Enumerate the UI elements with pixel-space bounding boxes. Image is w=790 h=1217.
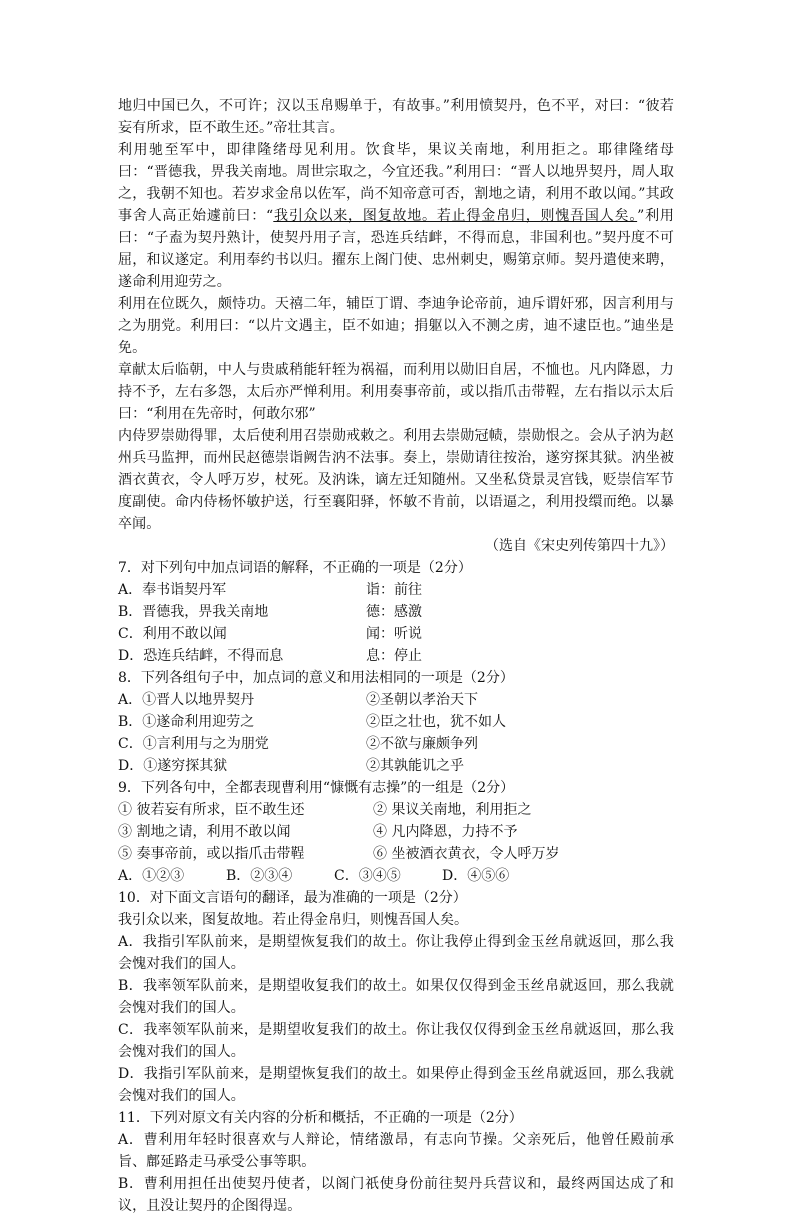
item-sentence: ④ 凡内降恩，力持不予 (373, 824, 518, 840)
option-sentence-1: C．①言利用与之为朋党 (118, 736, 269, 752)
question-10-option-c: C．我率领军队前来，是期望收复我们的故土。你让我仅仅得到金玉丝帛就返回，那么我会愧对我们的国人。 (118, 1022, 674, 1060)
question-9-item-row (118, 799, 674, 821)
item-sentence: ⑥ 坐被酒衣黄衣，令人呼万岁 (373, 846, 560, 862)
option-sentence-1: A．①晋人以地畀契丹 (118, 692, 255, 708)
question-8-stem: 8．下列各组句子中，加点词的意义和用法相同的一项是（2分） (118, 670, 514, 686)
option-sentence-2: ②臣之壮也，犹不如人 (366, 714, 506, 730)
passage-paragraph-3: 利用在位既久，颇恃功。天禧二年，辅臣丁谓、李迪争论帝前，迪斥谓奸邪，因言利用与之为朋党。利用曰：“以片文遇主，臣不如迪；捐躯以入不测之虏，迪不逮臣也。”迪坐是免。 (118, 296, 674, 356)
passage-paragraph-2 (118, 139, 674, 293)
question-7-stem: 7．对下列句中加点词语的解释，不正确的一项是（2分） (118, 560, 472, 576)
passage-paragraph-4: 章献太后临朝，中人与贵戚稍能轩轾为祸福，而利用以勋旧自居，不恤也。凡内降恩，力持不予，左右多怨，太后亦严惮利用。利用奏事帝前，或以指爪击带鞓，左右指以示太后曰：“利用在先帝时，何敢尔邪” (118, 362, 674, 422)
option-sentence-1: B．①遂命利用迎劳之 (118, 714, 255, 730)
item-sentence: ⑤ 奏事帝前，或以指爪击带鞓 (118, 846, 305, 862)
question-10-option-a: A．我指引军队前来，是期望恢复我们的故土。你让我停止得到金玉丝帛就返回，那么我会愧对我们的国人。 (118, 934, 674, 972)
underlined-sentence: 我引众以来，图复故地。若止得金帛归，则愧吾国人矣。 (273, 208, 638, 224)
question-10-sentence: 我引众以来，图复故地。若止得金帛归，则愧吾国人矣。 (118, 912, 468, 928)
choice-d: D．④⑤⑥ (442, 868, 510, 884)
question-9-item-row (118, 843, 674, 865)
question-7-option (118, 645, 674, 667)
question-10-option-b: B．我率领军队前来，是期望收复我们的故土。如果仅仅得到金玉丝帛就返回，那么我就会愧对我们的国人。 (118, 978, 674, 1016)
option-text: D．恐连兵结衅，不得而息 (118, 648, 284, 664)
choice-a: A．①②③ (118, 868, 185, 884)
question-8-option (118, 689, 674, 711)
option-sentence-2: ②不欲与廉颇争列 (366, 736, 478, 752)
item-sentence: ② 果议关南地，利用拒之 (373, 802, 532, 818)
item-sentence: ③ 割地之请，利用不敢以闻 (118, 824, 291, 840)
choice-c: C．③④⑤ (334, 868, 401, 884)
option-sentence-2: ②其孰能讥之乎 (366, 758, 464, 774)
question-8-option (118, 711, 674, 733)
question-9-stem: 9．下列各句中，全都表现曹利用“慷慨有志操”的一组是（2分） (118, 780, 515, 796)
question-8-option (118, 733, 674, 755)
question-11-option-a: A．曹利用年轻时很喜欢与人辩论，情绪激昂，有志向节操。父亲死后，他曾任殿前承旨、鄜延路走马承受公事等职。 (118, 1132, 674, 1170)
question-9-item-row (118, 821, 674, 843)
question-10-stem: 10．对下面文言语句的翻译，最为准确的一项是（2分） (118, 890, 467, 906)
question-7-option (118, 601, 674, 623)
question-8-option (118, 755, 674, 777)
question-10-option-d: D．我指引军队前来，是期望恢复我们的故土。如果停止得到金玉丝帛就返回，那么我就会愧对我们的国人。 (118, 1066, 674, 1104)
passage-text: 利用驰至军中，即律隆绪母见利用。饮食毕，果议关南地，利用拒之。耶律隆绪母曰：“晋德我，畀我关南地。周世宗取之，今宜还我。”利用曰：“晋人以地畀契丹，周人取之，我朝不知也。若岁求金帛以佐军，尚不知帝意可否，割地之请，利用不敢以闻。”其政事舍人高正始遽前曰：“ (118, 142, 674, 224)
source-citation: （选自《宋史列传第四十九》） (485, 538, 674, 554)
option-sentence-2: ②圣朝以孝治天下 (366, 692, 478, 708)
question-11-option-b: B．曹利用担任出使契丹使者，以阁门祇使身份前往契丹兵营议和，最终两国达成了和议，且没让契丹的企图得逞。 (118, 1176, 674, 1214)
passage-text: ”利用曰：“子盍为契丹熟计，使契丹用子言，恐连兵结衅，不得而息，非国利也。”契丹度不可屈，和议遂定。利用奉约书以归。擢东上阁门使、忠州刺史，赐第京师。契丹遣使来聘，遂命利用迎劳之。 (118, 208, 674, 290)
option-gloss: 诣：前往 (366, 582, 422, 598)
passage-paragraph-5: 内侍罗崇勋得罪，太后使利用召崇勋戒敕之。利用去崇勋冠帻，崇勋恨之。会从子汭为赵州兵马监押，而州民赵德崇诣阙告汭不法事。奏上，崇勋请往按治，遂穷探其狱。汭坐被酒衣黄衣，令人呼万岁，杖死。及汭诛，谪左迁知随州。又坐私贷景灵宫钱，贬崇信军节度副使。命内侍杨怀敏护送，行至襄阳驿，怀敏不肯前，以语逼之，利用投缳而绝。以暴卒闻。 (118, 428, 674, 532)
option-sentence-1: D．①遂穷探其狱 (118, 758, 228, 774)
item-sentence: ① 彼若妄有所求，臣不敢生还 (118, 802, 305, 818)
passage-paragraph-1: 地归中国已久，不可许；汉以玉帛赐单于，有故事。”利用愤契丹，色不平，对曰：“彼若妄有所求，臣不敢生还。”帝壮其言。 (118, 98, 674, 136)
question-9-choices (118, 865, 674, 887)
question-7-option (118, 623, 674, 645)
document-body (118, 95, 674, 1217)
option-text: C．利用不敢以闻 (118, 626, 227, 642)
option-gloss: 德：感激 (366, 604, 422, 620)
question-7-option (118, 579, 674, 601)
question-11-stem: 11．下列对原文有关内容的分析和概括，不正确的一项是（2分） (118, 1110, 523, 1126)
option-gloss: 闻：听说 (366, 626, 422, 642)
option-text: A．奉书诣契丹军 (118, 582, 227, 598)
option-gloss: 息：停止 (366, 648, 422, 664)
option-text: B．晋德我，畀我关南地 (118, 604, 269, 620)
choice-b: B．②③④ (226, 868, 293, 884)
